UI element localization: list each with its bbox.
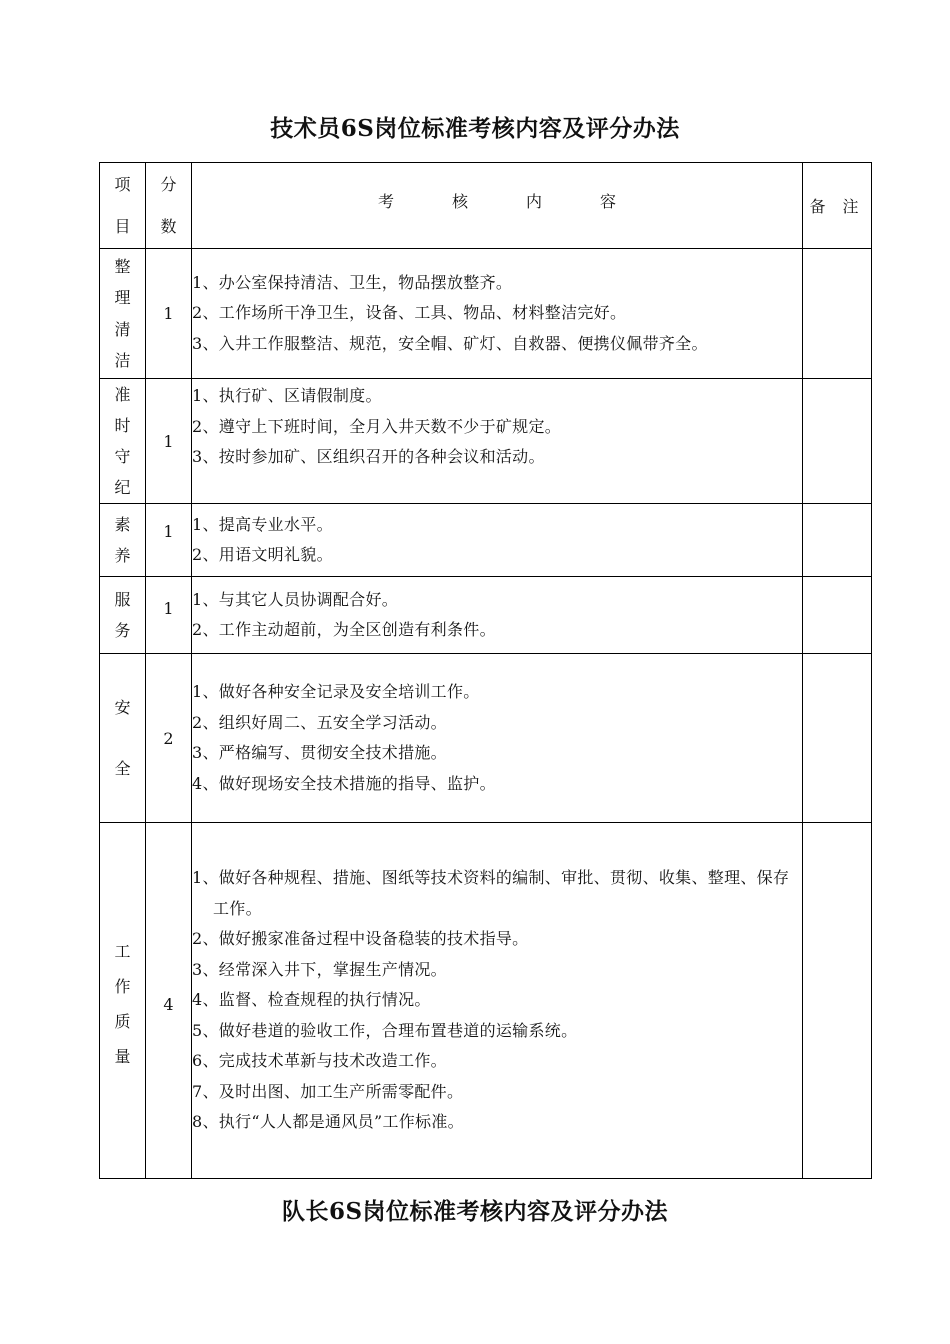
row-item-char: 量 xyxy=(114,1046,131,1066)
header-item xyxy=(100,163,146,249)
content-line: 1、执行矿、区请假制度。 xyxy=(192,386,382,405)
document-title: 技术员6S岗位标准考核内容及评分办法 xyxy=(270,115,680,142)
content-line: 1、与其它人员协调配合好。 xyxy=(192,589,399,609)
header-item-char: 目 xyxy=(114,216,131,236)
row-item xyxy=(100,504,146,577)
content-line: 1、提高专业水平。 xyxy=(192,514,333,534)
content-line: 4、监督、检查规程的执行情况。 xyxy=(192,990,431,1010)
row-item-char: 清 xyxy=(114,319,131,339)
row-item-char: 全 xyxy=(114,759,131,778)
row-item-char: 安 xyxy=(114,698,131,717)
row-note xyxy=(803,504,872,577)
content-line: 2、组织好周二、五安全学习活动。 xyxy=(192,712,447,732)
row-item-char: 服 xyxy=(114,590,131,609)
row-item xyxy=(100,823,146,1179)
content-line: 8、执行“人人都是通风员”工作标准。 xyxy=(192,1112,464,1132)
content-line: 3、经常深入井下，掌握生产情况。 xyxy=(192,959,447,979)
row-item xyxy=(100,379,146,504)
row-score: 1 xyxy=(146,577,192,654)
row-note xyxy=(803,654,872,823)
row-item xyxy=(100,654,146,823)
header-item-char: 项 xyxy=(114,174,131,194)
content-line: 2、用语文明礼貌。 xyxy=(192,545,333,564)
row-item-char: 准 xyxy=(114,385,131,404)
row-item xyxy=(100,577,146,654)
header-score-char: 分 xyxy=(160,174,177,194)
row-item xyxy=(100,249,146,379)
assessment-table xyxy=(99,162,872,1179)
row-item-char: 整 xyxy=(114,256,131,276)
row-item-char: 养 xyxy=(114,546,131,565)
row-item-char: 纪 xyxy=(114,478,131,497)
row-item-char: 守 xyxy=(114,447,131,466)
content-line: 2、工作主动超前，为全区创造有利条件。 xyxy=(192,620,496,639)
row-note xyxy=(803,823,872,1179)
content-line: 1、做好各种安全记录及安全培训工作。 xyxy=(192,682,480,701)
content-line: 3、入井工作服整洁、规范，安全帽、矿灯、自救器、便携仪佩带齐全。 xyxy=(192,333,708,353)
header-content-char: 核 xyxy=(451,192,468,211)
row-score: 1 xyxy=(146,379,192,504)
table-row xyxy=(100,823,872,1179)
row-item-char: 务 xyxy=(114,621,131,640)
row-item-char: 时 xyxy=(114,416,131,435)
row-note xyxy=(803,249,872,379)
row-score: 4 xyxy=(146,823,192,1179)
content-line: 1、办公室保持清洁、卫生，物品摆放整齐。 xyxy=(192,272,513,292)
row-content xyxy=(192,577,803,654)
row-item-char: 作 xyxy=(114,976,131,996)
row-item-char: 理 xyxy=(114,288,131,307)
content-line: 3、严格编写、贯彻安全技术措施。 xyxy=(192,743,447,762)
row-content xyxy=(192,823,803,1179)
row-score: 1 xyxy=(146,504,192,577)
row-content xyxy=(192,249,803,379)
content-line: 2、遵守上下班时间，全月入井天数不少于矿规定。 xyxy=(192,416,562,436)
content-line: 5、做好巷道的验收工作，合理布置巷道的运输系统。 xyxy=(192,1020,578,1040)
content-line: 1、做好各种规程、措施、图纸等技术资料的编制、审批、贯彻、收集、整理、保存工作。 xyxy=(192,868,790,918)
row-score: 2 xyxy=(146,654,192,823)
row-content xyxy=(192,654,803,823)
content-line: 2、工作场所干净卫生，设备、工具、物品、材料整洁完好。 xyxy=(192,303,627,323)
header-score xyxy=(146,163,192,249)
row-item-char: 工 xyxy=(114,941,131,961)
table-header-row xyxy=(100,163,872,249)
row-content xyxy=(192,504,803,577)
header-content-char: 考 xyxy=(377,192,394,211)
table-row xyxy=(100,504,872,577)
row-note xyxy=(803,577,872,654)
row-item-char: 素 xyxy=(114,515,131,534)
row-item-char: 质 xyxy=(114,1011,131,1031)
header-content xyxy=(192,163,803,249)
table-row xyxy=(100,654,872,823)
content-line: 6、完成技术革新与技术改造工作。 xyxy=(192,1051,447,1071)
header-note: 备 注 xyxy=(803,163,872,249)
header-score-char: 数 xyxy=(160,216,177,236)
row-score: 1 xyxy=(146,249,192,379)
row-item-char: 洁 xyxy=(114,351,131,370)
content-line: 3、按时参加矿、区组织召开的各种会议和活动。 xyxy=(192,447,545,466)
row-note xyxy=(803,379,872,504)
content-line: 2、做好搬家准备过程中设备稳装的技术指导。 xyxy=(192,929,529,949)
table-row xyxy=(100,379,872,504)
next-section-title: 队长6S岗位标准考核内容及评分办法 xyxy=(281,1198,669,1225)
content-line: 4、做好现场安全技术措施的指导、监护。 xyxy=(192,773,496,793)
table-row xyxy=(100,249,872,379)
header-content-char: 容 xyxy=(600,192,617,211)
row-content xyxy=(192,379,803,504)
header-content-char: 内 xyxy=(526,192,543,211)
table-row xyxy=(100,577,872,654)
content-line: 7、及时出图、加工生产所需零配件。 xyxy=(192,1081,464,1101)
